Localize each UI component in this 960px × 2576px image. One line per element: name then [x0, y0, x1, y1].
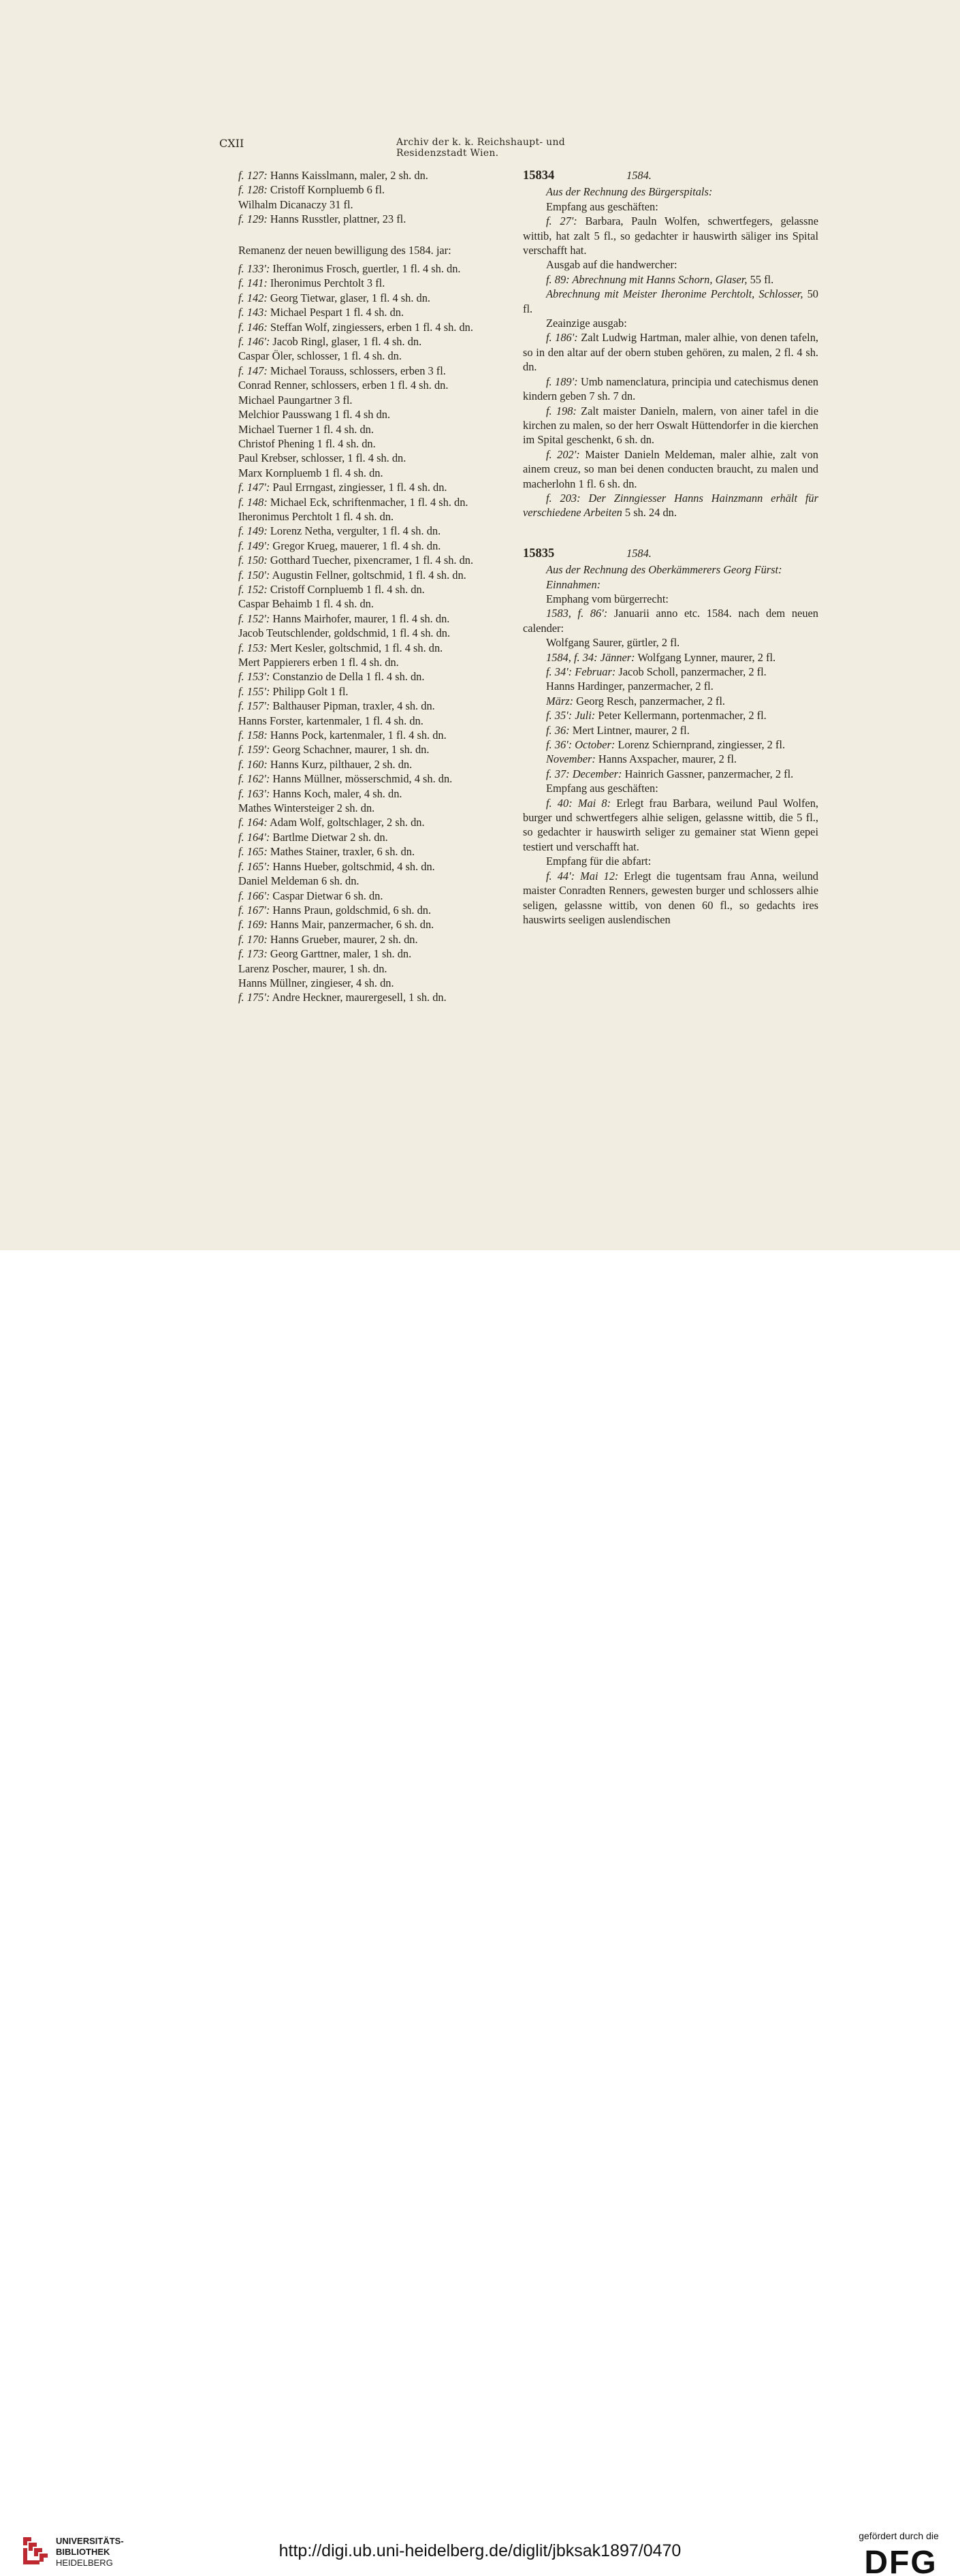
entry-paragraph: f. 189': Umb namenclatura, principia und catechismus denen kindern geben 7 sh. 7 dn. [523, 375, 818, 403]
entry-paragraph: Emphang vom bürgerrecht: [546, 592, 669, 605]
entry-line: Conrad Renner, schlossers, erben 1 fl. 4 sh. dn. [238, 379, 449, 392]
entry-line: f. 146: Steffan Wolf, zingiessers, erben 1 fl. 4 sh. dn. [238, 320, 473, 334]
library-line: HEIDELBERG [56, 2558, 113, 2568]
entry-paragraph: Empfang aus geschäften: [546, 200, 658, 213]
entry-line: Michael Paungartner 3 fl. [238, 393, 353, 407]
entry-paragraph: f. 198: Zalt maister Danieln, malern, von ainer tafel in die kirchen zu malen, so der herr Oswalt Hüttendorfer in die kierchen im Spital geschenkt, 6 sh. dn. [523, 404, 819, 447]
entry-line: f. 162': Hanns Müllner, mösserschmid, 4 sh. dn. [238, 772, 453, 786]
entry-15834-header [523, 168, 818, 183]
entry-paragraph: Aus der Rechnung des Bürgerspitals: [546, 185, 713, 199]
entry-paragraph: f. 203: Der Zinngiesser Hanns Hainzmann erhält für verschiedene Arbeiten 5 sh. 24 dn. [523, 491, 818, 520]
entry-paragraph: Empfang für die abfart: [546, 855, 652, 868]
left-top-lines [215, 168, 485, 227]
entry-paragraph: Aus der Rechnung des Oberkämmerers Georg Fürst: [546, 563, 782, 577]
entry-number: 15834 [523, 169, 555, 182]
entry-line: f. 173: Georg Garttner, maler, 1 sh. dn. [238, 947, 412, 961]
entry-line: Hanns Müllner, zingieser, 4 sh. dn. [238, 976, 394, 989]
entry-paragraph: Wolfgang Saurer, gürtler, 2 fl. [546, 636, 680, 650]
entry-line: f. 163': Hanns Koch, maler, 4 sh. dn. [238, 786, 402, 800]
section-heading: Remanenz der neuen bewilligung des 1584. jar: [238, 243, 451, 257]
entry-line: f. 143: Michael Pespart 1 fl. 4 sh. dn. [238, 306, 404, 319]
running-title: Archiv der k. k. Reichshaupt- und Residenzstadt Wien. [396, 137, 566, 159]
entry-paragraph: f. 186': Zalt Ludwig Hartman, maler alhie, von denen tafeln, so in den altar auf der obern stuben gehören, zu malen, 2 fl. 4 sh. dn. [523, 331, 818, 374]
entry-number: 15835 [523, 546, 555, 560]
entry-paragraph: Ausgab auf die handwercher: [546, 258, 677, 272]
entry-line: Marx Kornpluemb 1 fl. 4 sh. dn. [238, 466, 383, 479]
entry-line: f. 153': Constanzio de Della 1 fl. 4 sh. dn. [238, 670, 425, 684]
entry-line: f. 157': Balthauser Pipman, traxler, 4 sh. dn. [238, 699, 435, 713]
dfg-logo-icon [857, 2546, 945, 2576]
entry-paragraph: Zeainzige ausgab: [546, 317, 627, 330]
entry-line: f. 169: Hanns Mair, panzermacher, 6 sh. dn. [238, 918, 434, 932]
entry-line: f. 153: Mert Kesler, goltschmid, 1 fl. 4 sh. dn. [238, 641, 443, 654]
entry-paragraph: Abrechnung mit Meister Iheronime Perchtolt, Schlosser, 50 fl. [523, 287, 818, 315]
scanned-page [0, 0, 960, 1250]
entry-line: f. 166': Caspar Dietwar 6 sh. dn. [238, 889, 383, 902]
entry-15835-body [523, 562, 818, 927]
entry-paragraph: f. 36: Mert Lintner, maurer, 2 fl. [546, 723, 690, 737]
entry-paragraph: f. 34': Februar: Jacob Scholl, panzermacher, 2 fl. [546, 665, 767, 678]
entry-line: f. 152': Hanns Mairhofer, maurer, 1 fl. 4 sh. dn. [238, 611, 450, 625]
entry-line: f. 133': Iheronimus Frosch, guertler, 1 fl. 4 sh. dn. [238, 262, 461, 276]
svg-text:DFG: DFG [864, 2546, 938, 2576]
entry-line: f. 147': Paul Errngast, zingiesser, 1 fl. 4 sh. dn. [238, 481, 447, 494]
entry-line: f. 164': Bartlme Dietwar 2 sh. dn. [238, 830, 388, 844]
entry-line: Caspar Behaimb 1 fl. 4 sh. dn. [238, 597, 374, 611]
entry-line: Iheronimus Perchtolt 1 fl. 4 sh. dn. [238, 509, 394, 523]
entry-line: f. 127: Hanns Kaisslmann, maler, 2 sh. dn. [238, 169, 428, 182]
entry-paragraph: Empfang aus geschäften: [546, 782, 658, 795]
entry-line: f. 129: Hanns Russtler, plattner, 23 fl. [238, 212, 406, 226]
page-number: CXII [219, 137, 244, 150]
entry-paragraph: f. 89: Abrechnung mit Hanns Schorn, Glaser, 55 fl. [546, 272, 774, 286]
entry-paragraph: März: Georg Resch, panzermacher, 2 fl. [546, 694, 726, 707]
library-line: BIBLIOTHEK [56, 2547, 110, 2557]
entry-paragraph: Hanns Hardinger, panzermacher, 2 fl. [546, 680, 714, 693]
entry-line: f. 159': Georg Schachner, maurer, 1 sh. dn. [238, 743, 430, 757]
entry-paragraph: f. 202': Maister Danieln Meldeman, maler alhie, zalt von ainem creuz, so man bei denen conducten braucht, zu malen und macherlohn 1 fl. 6 sh. dn. [523, 447, 818, 490]
entry-15835-header [523, 546, 818, 561]
entry-line: Melchior Pausswang 1 fl. 4 sh dn. [238, 408, 391, 422]
permalink-url[interactable]: http://digi.ub.uni-heidelberg.de/diglit/jbksak1897/0470 [278, 2541, 682, 2560]
sponsor-text: gefördert durch die [859, 2530, 939, 2541]
entry-line: f. 155': Philipp Golt 1 fl. [238, 684, 349, 698]
entry-line: f. 165': Hanns Hueber, goltschmid, 4 sh. dn. [238, 859, 435, 873]
entry-line: f. 150: Gotthard Tuecher, pixencramer, 1 fl. 4 sh. dn. [238, 554, 474, 567]
entry-line: Wilhalm Dicanaczy 31 fl. [238, 197, 353, 211]
entry-line: Mathes Wintersteiger 2 sh. dn. [238, 801, 375, 815]
entry-line: f. 142: Georg Tietwar, glaser, 1 fl. 4 sh. dn. [238, 291, 431, 304]
entry-year: 1584. [626, 546, 652, 560]
entry-line: Daniel Meldeman 6 sh. dn. [238, 874, 359, 888]
entry-line: f. 146': Jacob Ringl, glaser, 1 fl. 4 sh. dn. [238, 335, 422, 349]
right-column [523, 168, 818, 927]
entry-paragraph: f. 35': Juli: Peter Kellermann, portenmacher, 2 fl. [546, 709, 767, 722]
entry-line: f. 175': Andre Heckner, maurergesell, 1 sh. dn. [238, 991, 447, 1004]
entry-line: f. 164: Adam Wolf, goltschlager, 2 sh. dn. [238, 816, 425, 829]
entry-line: Larenz Poscher, maurer, 1 sh. dn. [238, 961, 387, 975]
entry-line: Michael Tuerner 1 fl. 4 sh. dn. [238, 422, 374, 436]
entry-line: Jacob Teutschlender, goldschmid, 1 fl. 4 sh. dn. [238, 626, 451, 640]
entry-line: f. 170: Hanns Grueber, maurer, 2 sh. dn. [238, 932, 418, 946]
entry-line: f. 158: Hanns Pock, kartenmaler, 1 fl. 4 sh. dn. [238, 729, 447, 742]
digital-library-footer [0, 1250, 960, 2576]
entry-line: f. 149': Gregor Krueg, mauerer, 1 fl. 4 sh. dn. [238, 539, 441, 552]
entry-paragraph: f. 44': Mai 12: Erlegt die tugentsam frau Anna, weilund maister Conradten Renners, gewesten burger und schlossers alhie seligen, gelassne wittib, von denen 60 fl., so gedachts ires hauswirts seeligen auslendischen [523, 869, 818, 926]
library-line: UNIVERSITÄTS- [56, 2536, 124, 2546]
entry-paragraph: f. 27': Barbara, Pauln Wolfen, schwertfegers, gelassne wittib, hat zalt 5 fl., so gedachter ir hauswirth säliger ins Spital verschafft hat. [523, 214, 818, 257]
entry-paragraph: f. 37: December: Hainrich Gassner, panzermacher, 2 fl. [546, 767, 794, 780]
entry-line: f. 150': Augustin Fellner, goltschmid, 1 fl. 4 sh. dn. [238, 568, 466, 582]
entry-line: Caspar Öler, schlosser, 1 fl. 4 sh. dn. [238, 349, 402, 363]
entry-line: Christof Phening 1 fl. 4 sh. dn. [238, 436, 376, 450]
entry-line: f. 128: Cristoff Kornpluemb 6 fl. [238, 183, 385, 197]
left-entry-lines [215, 261, 485, 1005]
entry-15834-body [523, 185, 818, 520]
left-column [215, 168, 485, 1005]
entry-paragraph: Einnahmen: [546, 577, 601, 591]
entry-line: f. 147: Michael Torauss, schlossers, erben 3 fl. [238, 364, 446, 377]
entry-year: 1584. [626, 169, 652, 182]
entry-line: Mert Pappierers erben 1 fl. 4 sh. dn. [238, 656, 399, 669]
entry-line: f. 160: Hanns Kurz, pilthauer, 2 sh. dn. [238, 757, 413, 771]
entry-line: Hanns Forster, kartenmaler, 1 fl. 4 sh. dn. [238, 714, 423, 727]
entry-paragraph: f. 40: Mai 8: Erlegt frau Barbara, weilund Paul Wolfen, burger und schwertfegers alhie seligen, gelassne wittib, die 5 fl., so gedachter ir hauswirth seliger zu gemainer stat Wienn gepei testiert und verschafft hat. [523, 796, 818, 853]
entry-line: f. 152: Cristoff Cornpluemb 1 fl. 4 sh. dn. [238, 582, 425, 596]
entry-line: f. 141: Iheronimus Perchtolt 3 fl. [238, 276, 385, 290]
entry-line: f. 149: Lorenz Netha, vergulter, 1 fl. 4 sh. dn. [238, 524, 441, 538]
entry-line: f. 165: Mathes Stainer, traxler, 6 sh. dn. [238, 845, 415, 859]
entry-paragraph: 1583, f. 86': Januarii anno etc. 1584. nach dem neuen calender: [523, 607, 818, 635]
entry-line: f. 167': Hanns Praun, goldschmid, 6 sh. dn. [238, 903, 432, 917]
entry-paragraph: f. 36': October: Lorenz Schiernprand, zingiesser, 2 fl. [546, 738, 786, 752]
entry-line: Paul Krebser, schlosser, 1 fl. 4 sh. dn. [238, 451, 406, 465]
entry-line: f. 148: Michael Eck, schriftenmacher, 1 fl. 4 sh. dn. [238, 495, 468, 509]
entry-paragraph: November: Hanns Axspacher, maurer, 2 fl. [546, 752, 737, 766]
entry-paragraph: 1584, f. 34: Jänner: Wolfgang Lynner, maurer, 2 fl. [546, 650, 776, 664]
